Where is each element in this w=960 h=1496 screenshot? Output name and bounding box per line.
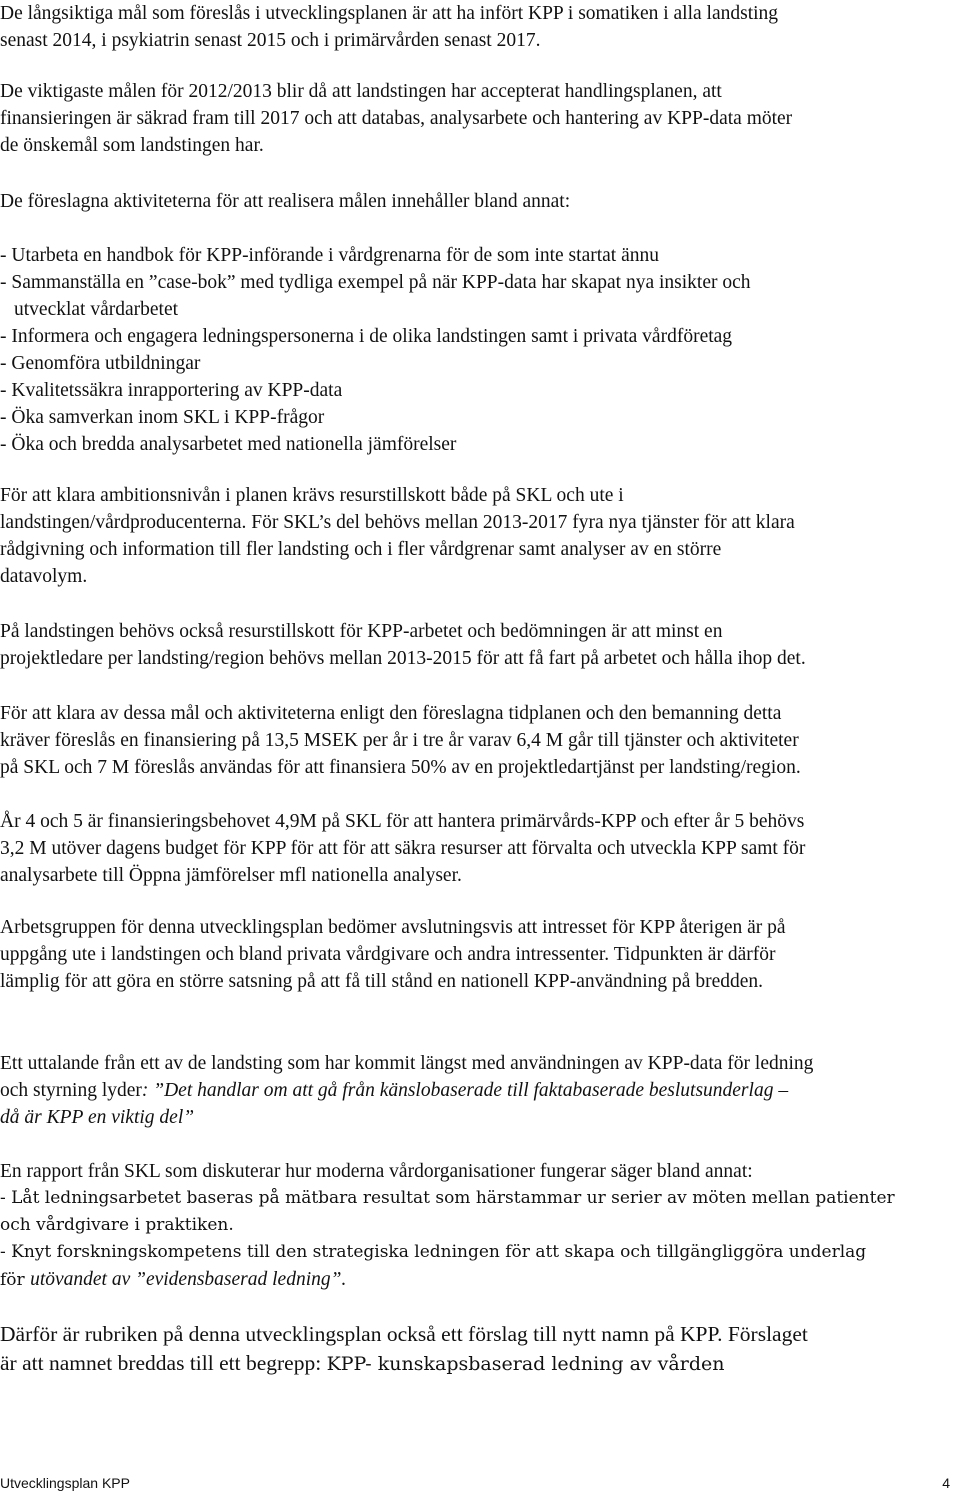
text-line: En rapport från SKL som diskuterar hur moderna vårdorganisationer fungerar säger bland annat: <box>0 1161 753 1182</box>
list-item: - Öka och bredda analysarbetet med nationella jämförelser <box>0 434 457 455</box>
text-fragment: är att namnet breddas till ett begrepp: <box>0 1351 327 1375</box>
text-line: På landstingen behövs också resurstillskott för KPP-arbetet och bedömningen är att minst en <box>0 621 723 642</box>
text-line: De viktigaste målen för 2012/2013 blir då att landstingen har accepterat handlingsplanen, att <box>0 81 722 102</box>
text-line <box>0 1349 960 1378</box>
text-line: rådgivning och information till fler landsting och i fler vårdgrenar samt analyser av en större <box>0 539 722 560</box>
text-line: För att klara ambitionsnivån i planen krävs resurstillskott både på SKL och ute i <box>0 485 624 506</box>
paragraph-activities-intro <box>0 188 960 215</box>
text-line: landstingen/vårdproducenterna. För SKL’s del behövs mellan 2013-2017 fyra nya tjänster för att klara <box>0 512 795 533</box>
footer-title: Utvecklingsplan KPP <box>0 1475 130 1491</box>
text-line: De långsiktiga mål som föreslås i utvecklingsplanen är att ha infört KPP i somatiken i alla landsting <box>0 3 779 24</box>
list-item: - Utarbeta en handbok för KPP-införande i vårdgrenarna för de som inte startat ännu <box>0 245 659 266</box>
paragraph-working-group <box>0 914 960 995</box>
italic-fragment: utövandet av ”evidensbaserad ledning”. <box>30 1269 347 1290</box>
page-number: 4 <box>942 1475 950 1491</box>
quote-text: : ”Det handlar om att gå från känslobaserade till faktabaserade beslutsunderlag – <box>141 1080 789 1101</box>
text-fragment: för <box>0 1270 31 1290</box>
text-line: Arbetsgruppen för denna utvecklingsplan bedömer avslutningsvis att intresset för KPP återigen är på <box>0 917 786 938</box>
text-line <box>0 1077 960 1104</box>
paragraph-quote <box>0 1050 960 1131</box>
text-line: År 4 och 5 är finansieringsbehovet 4,9M på SKL för att hantera primärvårds-KPP och efter år 5 behövs <box>0 811 805 832</box>
list-item: - Informera och engagera ledningspersonerna i de olika landstingen samt i privata vårdföretag <box>0 326 733 347</box>
text-line: Ett uttalande från ett av de landsting som har kommit längst med användningen av KPP-data för ledning <box>0 1053 814 1074</box>
text-line: analysarbete till Öppna jämförelser mfl nationella analyser. <box>0 865 462 886</box>
proposed-name: KPP- kunskapsbaserad ledning av vården <box>326 1353 725 1375</box>
text-line: finansieringen är säkrad fram till 2017 och att databas, analysarbete och hantering av KPP-data möter <box>0 108 793 129</box>
text-line <box>0 1266 960 1294</box>
paragraph-financing <box>0 700 960 781</box>
text-line: För att klara av dessa mål och aktiviteterna enligt den föreslagna tidplanen och den bemanning detta <box>0 703 782 724</box>
text-line: senast 2014, i psykiatrin senast 2015 och i primärvården senast 2017. <box>0 30 541 51</box>
text-line: projektledare per landsting/region behövs mellan 2013-2015 för att få fart på arbetet och hålla ihop det. <box>0 648 806 669</box>
paragraph-resources <box>0 482 960 590</box>
paragraph-skl-report <box>0 1158 960 1294</box>
text-line: lämplig för att göra en större satsning på att få till stånd en nationell KPP-användning på bredden. <box>0 971 764 992</box>
text-line: på SKL och 7 M föreslås användas för att finansiera 50% av en projektledartjänst per landsting/region. <box>0 757 801 778</box>
text-line: 3,2 M utöver dagens budget för KPP för att för att säkra resurser att förvalta och utveckla KPP samt för <box>0 838 806 859</box>
list-item: - Kvalitetssäkra inrapportering av KPP-data <box>0 380 343 401</box>
text-line: datavolym. <box>0 566 88 587</box>
list-item: - Öka samverkan inom SKL i KPP-frågor <box>0 407 325 428</box>
quote-text: då är KPP en viktig del” <box>0 1107 195 1128</box>
text-line: kräver föreslås en finansiering på 13,5 MSEK per år i tre år varav 6,4 M går till tjänster och aktiviteter <box>0 730 799 751</box>
text-line: uppgång ute i landstingen och bland privata vårdgivare och andra intressenter. Tidpunkten är därför <box>0 944 776 965</box>
text-line: och vårdgivare i praktiken. <box>0 1215 234 1235</box>
list-item: - Sammanställa en ”case-bok” med tydliga exempel på när KPP-data har skapat nya insikter och <box>0 272 751 293</box>
list-item-continuation: utvecklat vårdarbetet <box>14 299 179 320</box>
paragraph-goals-2012 <box>0 78 960 159</box>
list-item: - Genomföra utbildningar <box>0 353 201 374</box>
paragraph-goals-long-term <box>0 0 960 54</box>
paragraph-county-resources <box>0 618 960 672</box>
text-line: de önskemål som landstingen har. <box>0 135 264 156</box>
paragraph-rename-proposal <box>0 1320 960 1378</box>
paragraph-year-4-5 <box>0 808 960 889</box>
text-line: Därför är rubriken på denna utvecklingsplan också ett förslag till nytt namn på KPP. Förslaget <box>0 1322 808 1346</box>
text-line: De föreslagna aktiviteterna för att realisera målen innehåller bland annat: <box>0 191 571 212</box>
text-line: - Knyt forskningskompetens till den strategiska ledningen för att skapa och tillgängliggöra underlag <box>0 1242 867 1262</box>
text-line: - Låt ledningsarbetet baseras på mätbara resultat som härstammar ur serier av möten mellan patienter <box>0 1188 895 1208</box>
activities-list <box>0 242 960 458</box>
quote-lead: och styrning lyder <box>0 1080 142 1101</box>
page-footer <box>0 1474 950 1492</box>
